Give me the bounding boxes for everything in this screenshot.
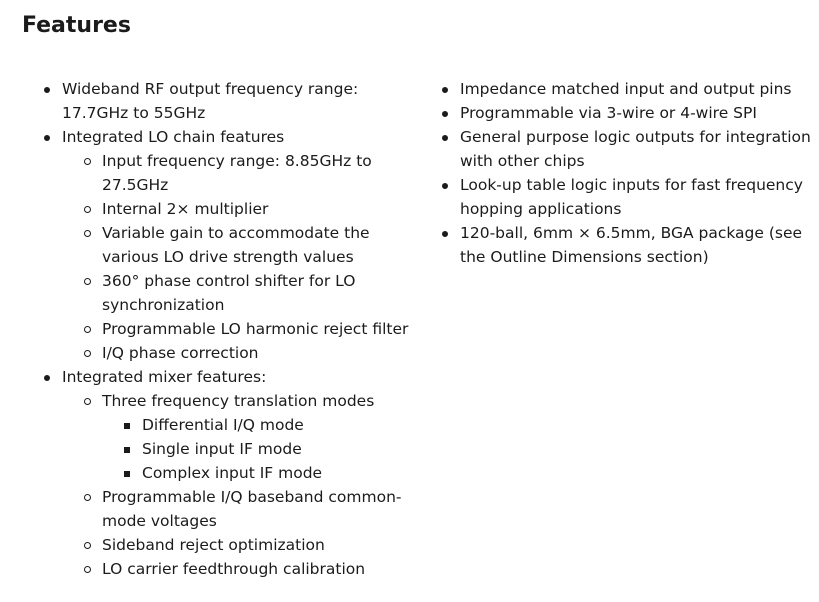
feature-text: Complex input IF mode xyxy=(142,464,323,482)
circle-bullet-icon xyxy=(84,317,96,341)
feature-text: Programmable via 3-wire or 4-wire SPI xyxy=(460,104,757,122)
feature-text: Three frequency translation modes xyxy=(102,392,375,410)
feature-text: Look-up table logic inputs for fast frequency hopping applications xyxy=(460,176,803,218)
feature-text: Single input IF mode xyxy=(142,440,302,458)
disc-bullet-icon xyxy=(442,101,454,125)
list-item xyxy=(62,389,422,485)
list-item xyxy=(62,341,422,365)
list-item xyxy=(420,173,819,221)
disc-bullet-icon xyxy=(44,77,56,101)
list-item xyxy=(420,101,819,125)
disc-bullet-icon xyxy=(442,173,454,197)
list-item xyxy=(62,485,422,533)
mixer-sublist xyxy=(62,389,422,581)
feature-text: Variable gain to accommodate the various LO drive strength values xyxy=(102,224,370,266)
feature-text: Integrated mixer features: xyxy=(62,368,267,386)
feature-text: LO carrier feedthrough calibration xyxy=(102,560,366,578)
feature-list-right xyxy=(420,77,819,269)
list-item xyxy=(62,197,422,221)
feature-text: I/Q phase correction xyxy=(102,344,259,362)
feature-text: Wideband RF output frequency range: 17.7GHz to 55GHz xyxy=(62,80,359,122)
feature-text: 120-ball, 6mm × 6.5mm, BGA package (see the Outline Dimensions section) xyxy=(460,224,803,266)
section-title: Features xyxy=(22,13,131,38)
disc-bullet-icon xyxy=(44,365,56,389)
feature-text: Integrated LO chain features xyxy=(62,128,285,146)
list-item xyxy=(420,77,819,101)
circle-bullet-icon xyxy=(84,221,96,245)
feature-list-left xyxy=(22,77,422,581)
disc-bullet-icon xyxy=(442,221,454,245)
circle-bullet-icon xyxy=(84,269,96,293)
list-item xyxy=(62,149,422,197)
square-bullet-icon xyxy=(124,437,136,461)
list-item xyxy=(420,221,819,269)
list-item xyxy=(62,317,422,341)
disc-bullet-icon xyxy=(442,125,454,149)
square-bullet-icon xyxy=(124,461,136,485)
circle-bullet-icon xyxy=(84,557,96,581)
list-item xyxy=(62,269,422,317)
feature-text: General purpose logic outputs for integration with other chips xyxy=(460,128,811,170)
disc-bullet-icon xyxy=(442,77,454,101)
square-bullet-icon xyxy=(124,413,136,437)
circle-bullet-icon xyxy=(84,533,96,557)
feature-text: Internal 2× multiplier xyxy=(102,200,269,218)
translation-modes-sublist xyxy=(102,413,422,485)
list-item xyxy=(102,461,422,485)
left-column xyxy=(22,77,422,581)
list-item xyxy=(102,413,422,437)
list-item xyxy=(62,557,422,581)
list-item xyxy=(22,125,422,365)
feature-text: Input frequency range: 8.85GHz to 27.5GHz xyxy=(102,152,372,194)
disc-bullet-icon xyxy=(44,125,56,149)
list-item xyxy=(102,437,422,461)
feature-text: Impedance matched input and output pins xyxy=(460,80,792,98)
feature-text: Programmable LO harmonic reject filter xyxy=(102,320,409,338)
list-item xyxy=(62,533,422,557)
circle-bullet-icon xyxy=(84,485,96,509)
circle-bullet-icon xyxy=(84,197,96,221)
lo-chain-sublist xyxy=(62,149,422,365)
list-item xyxy=(22,365,422,581)
circle-bullet-icon xyxy=(84,389,96,413)
list-item xyxy=(420,125,819,173)
feature-text: 360° phase control shifter for LO synchronization xyxy=(102,272,356,314)
list-item xyxy=(62,221,422,269)
feature-text: Programmable I/Q baseband common-mode voltages xyxy=(102,488,402,530)
feature-text: Differential I/Q mode xyxy=(142,416,304,434)
feature-text: Sideband reject optimization xyxy=(102,536,325,554)
right-column xyxy=(420,77,819,269)
circle-bullet-icon xyxy=(84,149,96,173)
list-item xyxy=(22,77,422,125)
circle-bullet-icon xyxy=(84,341,96,365)
